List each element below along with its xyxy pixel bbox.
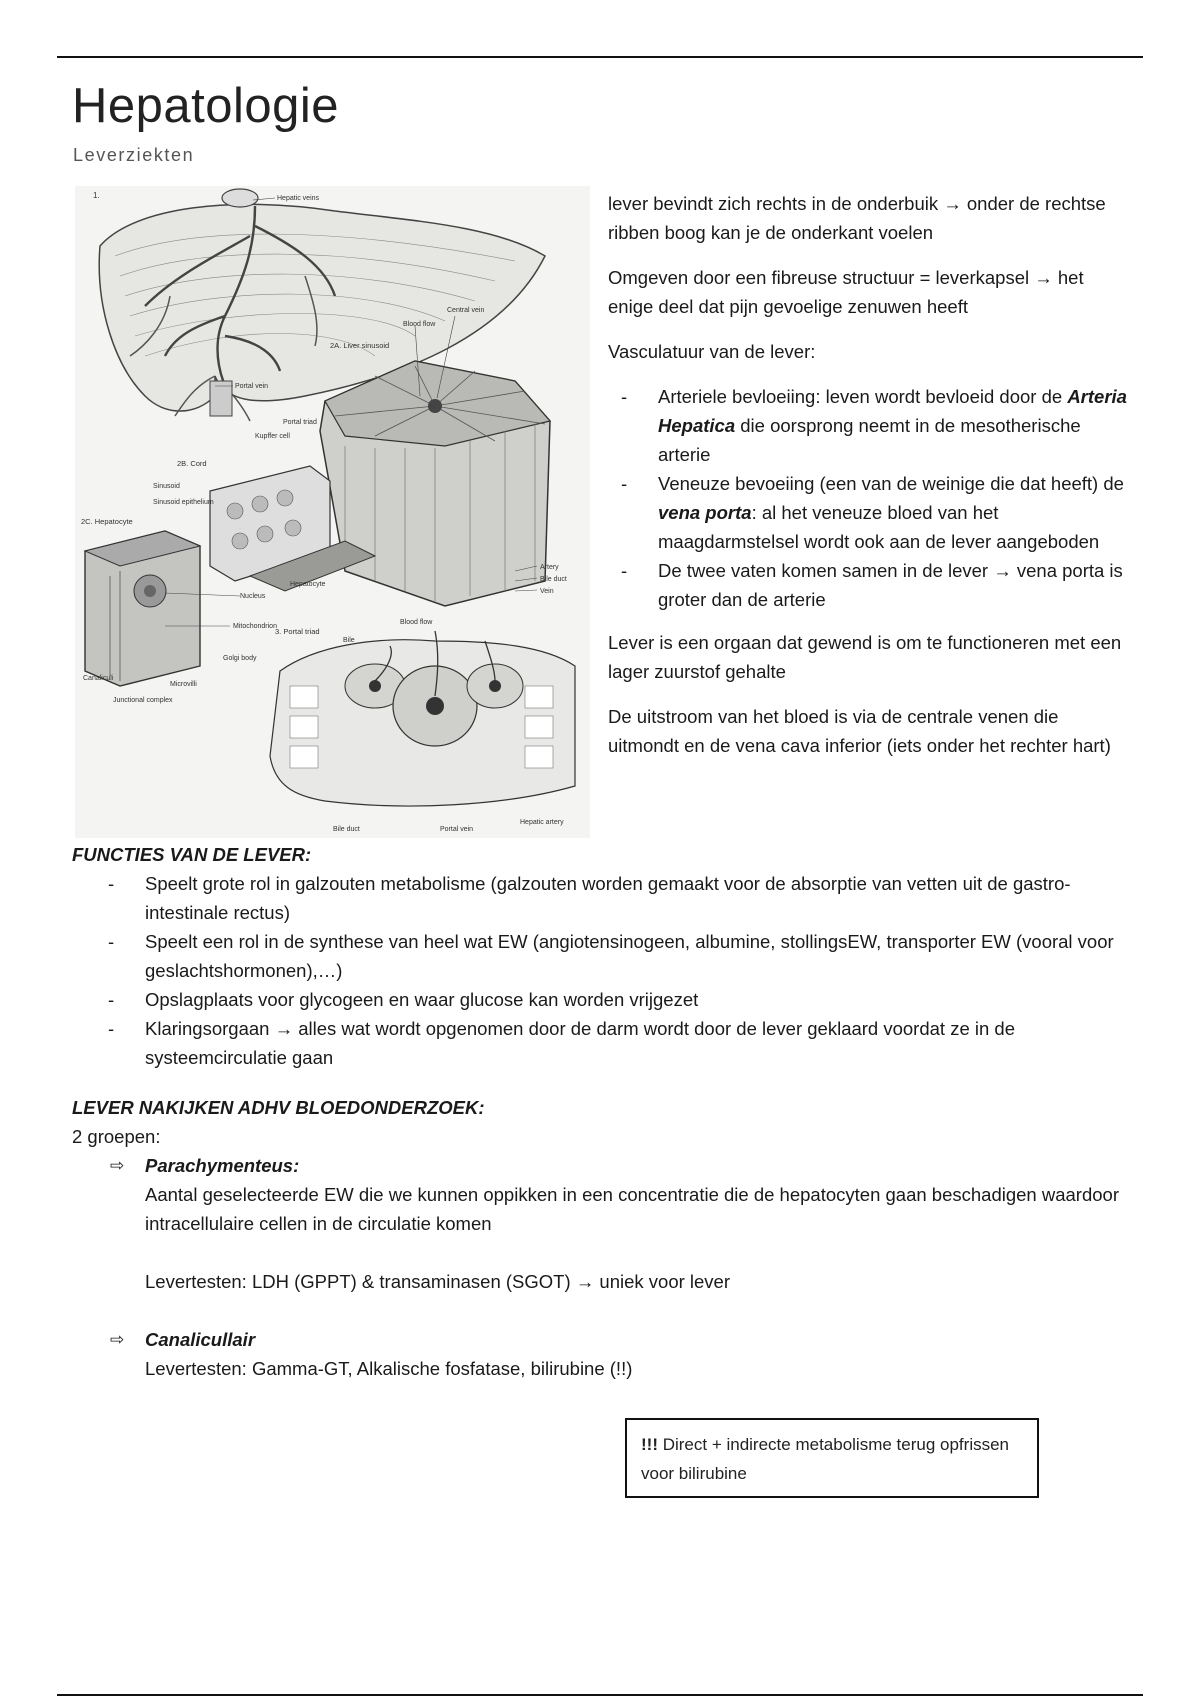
intro-paragraph-capsule: Omgeven door een fibreuse structuur = leverkapsel → het enige deel dat pijn gevoelige zenuwen heeft bbox=[608, 267, 1084, 317]
fig-label-mitochondrion: Mitochondrion bbox=[233, 623, 277, 630]
emphasis-arteria-hepatica: Arteria Hepatica bbox=[658, 386, 1127, 436]
arrow-icon: ⇨ bbox=[110, 1156, 125, 1175]
item-text: Arteriele bevloeiing: leven wordt bevloeid door de bbox=[658, 386, 1068, 407]
functions-section bbox=[72, 840, 1142, 1086]
fig-label-2c: 2C. Hepatocyte bbox=[81, 517, 133, 526]
page-title: Hepatologie bbox=[72, 79, 340, 133]
intro-paragraph-outflow: De uitstroom van het bloed is via de centrale venen die uitmondt en de vena cava inferior (iets onder het rechter hart) bbox=[608, 706, 1111, 756]
emphasis-vena-porta: vena porta bbox=[658, 502, 752, 523]
fig-label-1: 1. bbox=[93, 191, 100, 200]
functions-list bbox=[72, 869, 1142, 1072]
fig-label-canaliculi: Canaliculi bbox=[83, 675, 114, 682]
item-text: Opslagplaats voor glycogeen en waar glucose kan worden vrijgezet bbox=[145, 989, 699, 1010]
group-canalicular bbox=[72, 1325, 1142, 1383]
vasculature-item-merge bbox=[608, 556, 1128, 614]
fig-label-bile-duct-2: Bile duct bbox=[333, 826, 360, 833]
fig-label-2b: 2B. Cord bbox=[177, 459, 207, 468]
page-subtitle: Leverziekten bbox=[73, 145, 195, 165]
liver-anatomy-figure bbox=[75, 186, 590, 838]
item-text: : al het veneuze bloed van het maagdarmstelsel wordt ook aan de lever aangeboden bbox=[658, 502, 1100, 552]
list-item bbox=[72, 869, 1142, 927]
item-text: die oorsprong neemt in de mesotherische arterie bbox=[658, 415, 1081, 465]
fig-label-golgi: Golgi body bbox=[223, 655, 257, 662]
vasculature-item-venous bbox=[608, 469, 1128, 556]
bilirubin-note-box bbox=[625, 1418, 1039, 1498]
group-tests: Levertesten: Gamma-GT, Alkalische fosfatase, bilirubine (!!) bbox=[145, 1358, 633, 1379]
item-text: De twee vaten komen samen in de lever → vena porta is groter dan de arterie bbox=[658, 560, 1123, 610]
item-text: Klaringsorgaan → alles wat wordt opgenomen door de darm wordt door de lever geklaard voordat ze in de systeemcirculatie gaan bbox=[145, 1018, 1015, 1068]
fig-label-hepatic-artery: Hepatic artery bbox=[520, 819, 564, 826]
fig-label-microvilli: Microvilli bbox=[170, 681, 197, 688]
fig-label-junctional-complex: Junctional complex bbox=[113, 697, 173, 704]
fig-label-sinusoid-epithelium: Sinusoid epithelium bbox=[153, 499, 214, 506]
group-title: Parachymenteus: bbox=[145, 1155, 300, 1176]
group-tests: Levertesten: LDH (GPPT) & transaminasen (SGOT) → uniek voor lever bbox=[145, 1271, 731, 1292]
bottom-rule bbox=[57, 1694, 1143, 1696]
fig-label-bile-duct: Bile duct bbox=[540, 576, 567, 583]
fig-label-nucleus: Nucleus bbox=[240, 593, 266, 600]
item-text: Speelt grote rol in galzouten metabolisme (galzouten worden gemaakt voor de absorptie van vetten uit de gastro-intestinale rectus) bbox=[145, 873, 1071, 923]
item-text: Veneuze bevoeiing (een van de weinige die dat heeft) de bbox=[658, 473, 1124, 494]
vasculature-heading: Vasculatuur van de lever: bbox=[608, 341, 816, 362]
vasculature-item-arterial bbox=[608, 382, 1128, 469]
group-title: Canalicullair bbox=[145, 1329, 256, 1350]
fig-label-blood-flow-2: Blood flow bbox=[400, 619, 433, 626]
list-dash: - bbox=[108, 989, 115, 1010]
fig-label-2a: 2A. Liver sinusoid bbox=[330, 341, 390, 350]
list-dash: - bbox=[621, 560, 628, 581]
list-item bbox=[72, 1014, 1142, 1072]
list-dash: - bbox=[621, 386, 628, 407]
fig-label-blood-flow: Blood flow bbox=[403, 321, 436, 328]
fig-label-portal-vein: Portal vein bbox=[235, 383, 269, 390]
list-item bbox=[72, 927, 1142, 985]
blood-test-section bbox=[72, 1093, 1142, 1383]
fig-label-vein: Vein bbox=[540, 588, 554, 595]
fig-label-sinusoid: Sinusoid bbox=[153, 483, 180, 490]
item-text: Speelt een rol in de synthese van heel wat EW (angiotensinogeen, albumine, stollingsEW, transporter EW (vooral voor geslachtshormonen),…) bbox=[145, 931, 1114, 981]
functions-heading: FUNCTIES VAN DE LEVER: bbox=[72, 844, 312, 865]
blood-test-heading: LEVER NAKIJKEN ADHV BLOEDONDERZOEK: bbox=[72, 1097, 485, 1118]
fig-label-3: 3. Portal triad bbox=[275, 627, 320, 636]
fig-label-central-vein: Central vein bbox=[447, 307, 485, 314]
group-text: Aantal geselecteerde EW die we kunnen oppikken in een concentratie die de hepatocyten gaan beschadigen waardoor intracellulaire cellen in de circulatie komen bbox=[145, 1184, 1119, 1234]
intro-paragraph-oxygen: Lever is een orgaan dat gewend is om te functioneren met een lager zuurstof gehalte bbox=[608, 632, 1122, 682]
note-text: Direct + indirecte metabolisme terug opfrissen voor bilirubine bbox=[641, 1435, 1009, 1483]
fig-label-bile: Bile bbox=[343, 637, 355, 644]
list-dash: - bbox=[621, 473, 628, 494]
arrow-icon: ⇨ bbox=[110, 1330, 125, 1349]
fig-label-portal-triad: Portal triad bbox=[283, 419, 317, 426]
blood-test-intro: 2 groepen: bbox=[72, 1126, 161, 1147]
list-item bbox=[72, 985, 1142, 1014]
intro-paragraph-location: lever bevindt zich rechts in de onderbuik → onder de rechtse ribben boog kan je de onderkant voelen bbox=[608, 193, 1106, 243]
top-rule bbox=[57, 56, 1143, 58]
fig-label-hepatocyte: Hepatocyte bbox=[290, 581, 326, 588]
list-dash: - bbox=[108, 873, 115, 894]
list-dash: - bbox=[108, 931, 115, 952]
group-parenchymal bbox=[72, 1151, 1142, 1296]
list-dash: - bbox=[108, 1018, 115, 1039]
intro-column bbox=[608, 189, 1128, 776]
vasculature-list bbox=[608, 382, 1128, 614]
fig-label-kupffer-cell: Kupffer cell bbox=[255, 433, 290, 440]
fig-label-artery: Artery bbox=[540, 564, 559, 571]
fig-label-portal-vein-2: Portal vein bbox=[440, 826, 474, 833]
note-exclamation: !!! bbox=[641, 1435, 658, 1454]
fig-label-hepatic-veins: Hepatic veins bbox=[277, 195, 320, 202]
